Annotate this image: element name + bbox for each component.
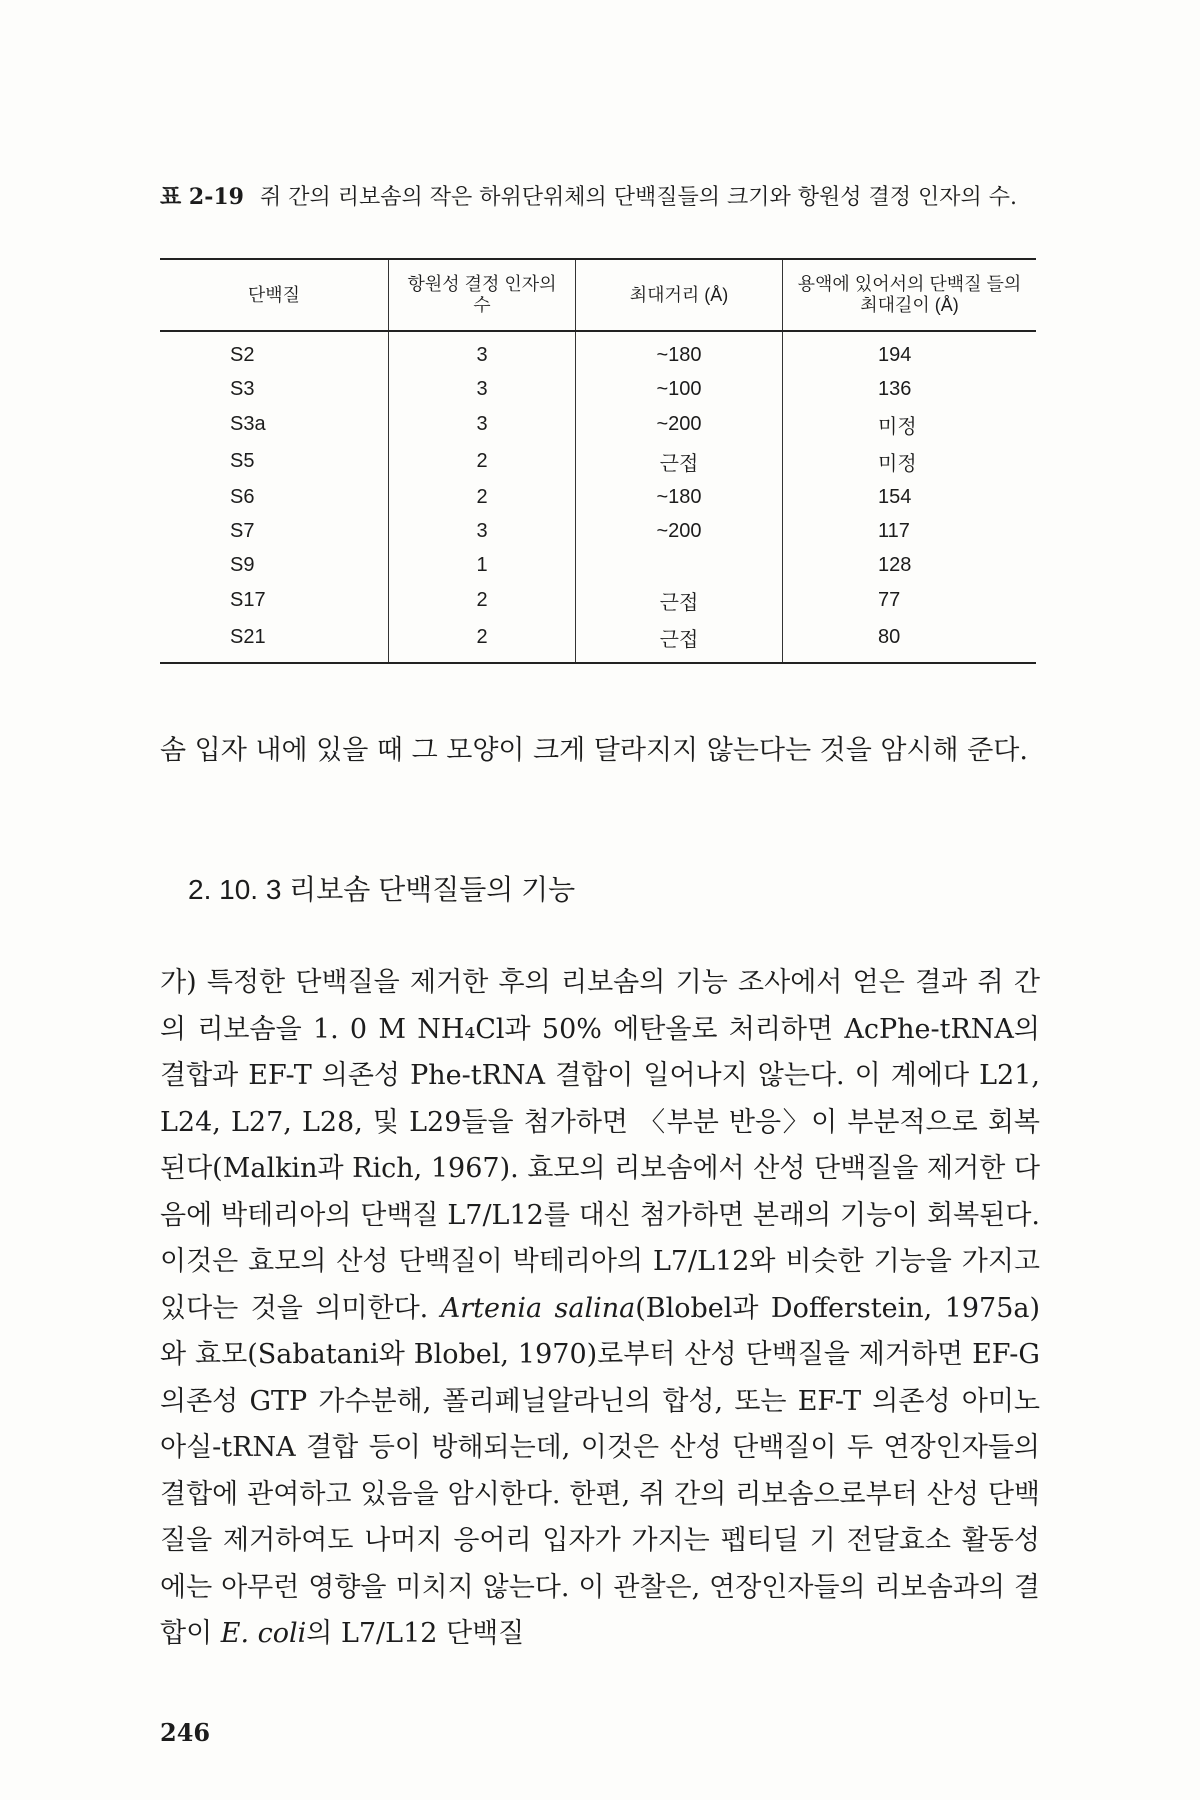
table-cell: 3: [389, 514, 576, 548]
table-cell: 154: [783, 480, 1037, 514]
section-heading: 2. 10. 3 리보솜 단백질들의 기능: [188, 874, 576, 905]
table-header-row: [160, 259, 1036, 331]
table-row: [160, 619, 1036, 663]
paragraph-continuation: 솜 입자 내에 있을 때 그 모양이 크게 달라지지 않는다는 것을 암시해 준다.: [160, 735, 1028, 766]
table-cell: 근접: [576, 582, 783, 619]
table-cell: 2: [389, 619, 576, 663]
table-cell: S9: [230, 553, 255, 576]
table-cell: [576, 548, 783, 582]
table-cell: 근접: [576, 443, 783, 480]
page-number: 246: [160, 1718, 211, 1747]
species-name: Artenia salina: [440, 1292, 636, 1324]
table-cell: 근접: [576, 619, 783, 663]
table-cell: 1: [389, 548, 576, 582]
table-cell: 194: [783, 331, 1037, 372]
col-header-determinants: 항원성 결정 인자의 수: [389, 259, 576, 331]
table-row: [160, 548, 1036, 582]
table-cell: ~200: [576, 406, 783, 443]
table-row: [160, 582, 1036, 619]
main-text-1: 가) 특정한 단백질을 제거한 후의 리보솜의 기능 조사에서 얻은 결과 쥐 간의 리보솜을 1. 0 M NH₄Cl과 50% 에탄올로 처리하면 AcPhe-tRNA의 결합과 EF-T 의존성 Phe-tRNA 결합이 일어나지 않는다. 이 계에다 L21, L24, L27, L28, 및 L29들을 첨가하면 〈부분 반응〉이 부분적으로 회복된다(Malkin과 Rich, 1967). 효모의 리보솜에서 산성 단백질을 제거한 다음에 박테리아의 단백질 L7/L12를 대신 첨가하면 본래의 기능이 회복된다. 이것은 효모의 산성 단백질이 박테리아의 L7/L12와 비슷한 기능을 가지고 있다는 것을 의미한다.: [160, 967, 1040, 1324]
table-cell: S3: [230, 377, 255, 400]
table-cell: 136: [783, 372, 1037, 406]
paragraph-main: [160, 960, 1040, 1658]
table-row: [160, 406, 1036, 443]
table-cell: 117: [783, 514, 1037, 548]
table-cell: ~180: [576, 480, 783, 514]
table-cell: ~100: [576, 372, 783, 406]
table-cell: 128: [783, 548, 1037, 582]
table-cell: 80: [783, 619, 1037, 663]
main-text-2: (Blobel과 Dofferstein, 1975a)와 효모(Sabatani와 Blobel, 1970)로부터 산성 단백질을 제거하면 EF-G 의존성 GTP 가수분해, 폴리페닐알라닌의 합성, 또는 EF-T 의존성 아미노아실-tRNA 결합 등이 방해되는데, 이것은 산성 단백질이 두 연장인자들의 결합에 관여하고 있음을 암시한다. 한편, 쥐 간의 리보솜으로부터 산성 단백질을 제거하여도 나머지 응어리 입자가 가지는 펩티딜 기 전달효소 활동성에는 아무런 영향을 미치지 않는다. 이 관찰은, 연장인자들의 리보솜과의 결합이: [160, 1292, 1040, 1649]
table-cell: 3: [389, 372, 576, 406]
table-cell: S17: [230, 589, 266, 611]
table-cell: 미정: [783, 406, 1037, 443]
table-cell: ~180: [576, 331, 783, 372]
caption-text: 쥐 간의 리보솜의 작은 하위단위체의 단백질들의 크기와 항원성 결정 인자의 수.: [259, 185, 1017, 210]
table-row: [160, 480, 1036, 514]
species-name-2: E. coli: [220, 1618, 307, 1649]
table-row: [160, 331, 1036, 372]
table-row: [160, 514, 1036, 548]
table-cell: 77: [783, 582, 1037, 619]
table-cell: 2: [389, 582, 576, 619]
table-caption: [160, 180, 1040, 215]
col-header-protein: 단백질: [247, 284, 301, 305]
caption-label: 표 2-19: [160, 184, 244, 210]
protein-table: [160, 258, 1036, 664]
col-header-max-distance: 최대거리 (Å): [576, 259, 783, 331]
table-cell: 2: [389, 480, 576, 514]
table-cell: S5: [230, 450, 255, 472]
table-cell: S2: [230, 343, 255, 366]
table-cell: S6: [230, 485, 255, 508]
table-row: [160, 372, 1036, 406]
table-cell: 미정: [783, 443, 1037, 480]
table-cell: S3a: [230, 413, 266, 435]
table-cell: ~200: [576, 514, 783, 548]
table-row: [160, 443, 1036, 480]
table-cell: S7: [230, 519, 255, 542]
table-cell: S21: [230, 626, 266, 648]
table-cell: 2: [389, 443, 576, 480]
main-text-3: 의 L7/L12 단백질: [306, 1618, 525, 1649]
col-header-max-length: 용액에 있어서의 단백질 들의 최대길이 (Å): [783, 259, 1037, 331]
table-cell: 3: [389, 406, 576, 443]
table-cell: 3: [389, 331, 576, 372]
